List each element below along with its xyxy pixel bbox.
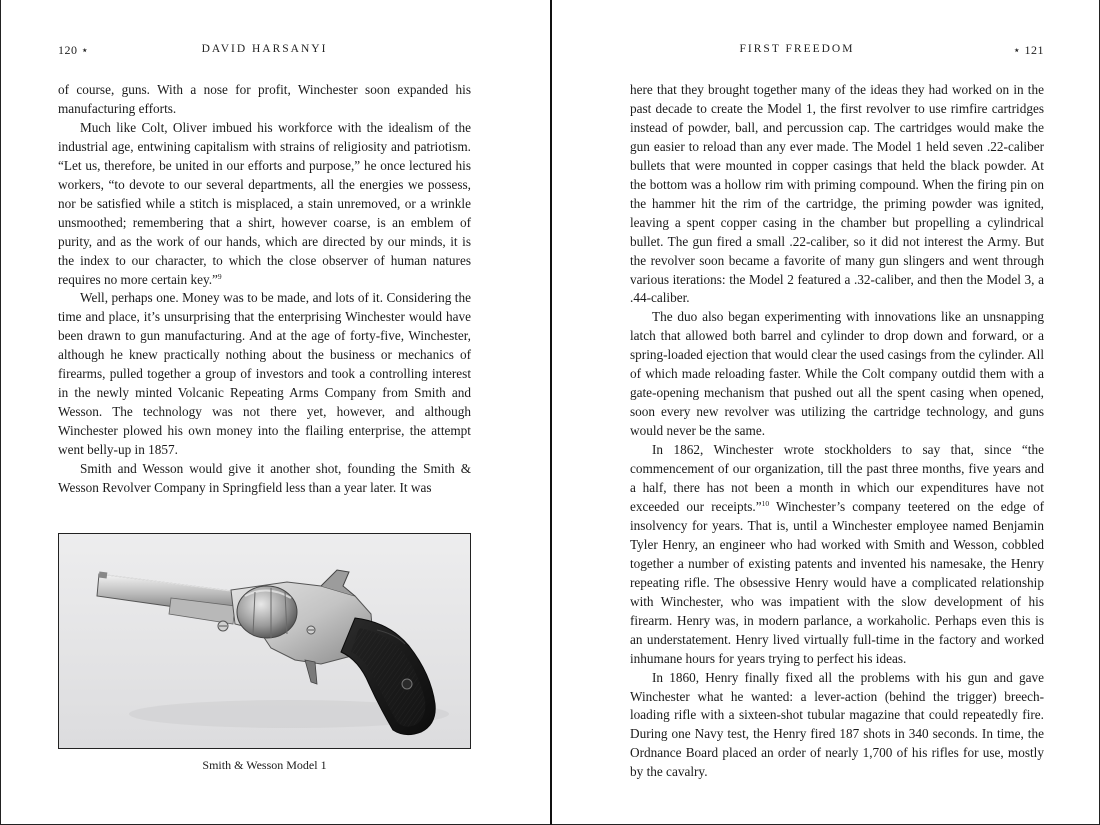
revolver-photo <box>58 533 471 749</box>
left-running-head <box>58 43 471 57</box>
left-page <box>58 0 471 825</box>
left-running-head-title: DAVID HARSANYI <box>201 43 328 55</box>
right-paragraph-3-text-continued: Winchester’s company teetered on the edge of insolvency for years. That is, until a Winchester employee named Benjamin Tyler Henry, an engineer who had worked with Smith and Wesson, cobbled together a number of existing patents and invented his namesake, the Henry repeating rifle. The obsessive Henry would have a complicated relationship with Winchester, who was impatient with the slow development of his firearm. Henry was, in modern parlance, a workaholic. Perhaps even this is an understatement. Henry lived virtually full-time in the factory and worked inhumane hours for years trying to perfect his ideas. <box>630 498 1044 666</box>
left-paragraph-4: Smith and Wesson would give it another shot, founding the Smith & Wesson Revolver Company in Springfield less than a year later. It was <box>58 461 471 496</box>
left-paragraph-3: Well, perhaps one. Money was to be made, and lots of it. Considering the time and place, it’s unsurprising that the enterprising Winchester would have been drawn to gun manufacturing. And at the age of forty-five, Winchester, although he knew practically nothing about the business or mechanics of firearms, pulled together a group of investors and took a controlling interest in the newly minted Volcanic Repeating Arms Company from Smith and Wesson. The technology was not there yet, however, and although Winchester plowed his own money into the flailing enterprise, the attempt went belly-up in 1857. <box>58 290 471 458</box>
page-gutter <box>550 0 552 825</box>
right-running-head <box>630 43 1044 57</box>
right-body-text <box>630 81 1044 782</box>
revolver-illustration <box>59 534 470 748</box>
right-paragraph-1: here that they brought together many of the ideas they had worked on in the past decade to create the Model 1, the first revolver to use rimfire cartridges instead of powder, ball, and percussion cap. The cartridges would make the gun easier to reload than any ever made. The Model 1 held seven .22-caliber bullets that were mounted in copper casings that held the black powder. At the bottom was a hollow rim with priming compound. When the firing pin on the hammer hit the rim of the cartridge, the priming powder was ignited, leaving a spent copper casing in the chamber but propelling a cylindrical bullet. The gun fired a small .22-caliber, so it did not interest the Army. But the revolver soon became a favorite of many gun slingers and went through various iterations: the Model 2 featured a .32-caliber, and then the Model 3, a .44-caliber. <box>630 82 1044 306</box>
right-paragraph-4: In 1860, Henry finally fixed all the problems with his gun and gave Winchester what he wanted: a lever-action (behind the trigger) breech-loading rifle with a sixteen-shot tubular magazine that could repeatedly fire. During one Navy test, the Henry fired 187 shots in 340 seconds. In time, the Ordnance Board placed an order of nearly 1,700 of his rifles for use, mostly by the cavalry. <box>630 669 1044 780</box>
left-page-number: 120 ⋆ <box>58 43 90 57</box>
footnote-ref-9: 9 <box>217 271 222 281</box>
footnote-ref-10: 10 <box>761 498 770 508</box>
left-paragraph-2 <box>58 119 471 290</box>
right-page-number: ⋆ 121 <box>1012 43 1044 57</box>
right-running-head-title: FIRST FREEDOM <box>739 43 855 55</box>
right-paragraph-2: The duo also began experimenting with innovations like an unsnapping latch that allowed both barrel and cylinder to drop down and forward, or a spring-loaded ejection that would clear the used casings from the cylinder. All of which made reloading faster. While the Colt company outdid them with a gate-opening mechanism that pushed out all the spent casing when opened, soon every new revolver was utilizing the cartridge technology, and guns would never be the same. <box>630 309 1044 439</box>
right-page <box>630 0 1044 825</box>
right-paragraph-3 <box>630 441 1044 668</box>
figure-caption: Smith & Wesson Model 1 <box>202 758 327 772</box>
right-paragraph-3-text: In 1862, Winchester wrote stockholders to say that, since “the commencement of our organization, till the past three months, five years and a half, there has not been a month in which our expenditures have not exceeded our receipts.” <box>630 442 1044 514</box>
left-paragraph-2-text: Much like Colt, Oliver imbued his workforce with the idealism of the industrial age, entwining capitalism with strains of religiosity and patriotism. “Let us, therefore, be united in our efforts and purpose,” he once lectured his workers, “to devote to our several departments, all the energies we possess, nor be satisfied while a stitch is misplaced, a stain unremoved, or a wrinkle unsmoothed; remembering that a shirt, however coarse, is an emblem of purity, and as the work of our hands, which are directed by our minds, it is the index to our character, to which the close observer of human natures requires no more certain key.” <box>58 119 471 287</box>
left-body-text <box>58 81 471 498</box>
left-paragraph-1: of course, guns. With a nose for profit, Winchester soon expanded his manufacturing efforts. <box>58 82 471 116</box>
